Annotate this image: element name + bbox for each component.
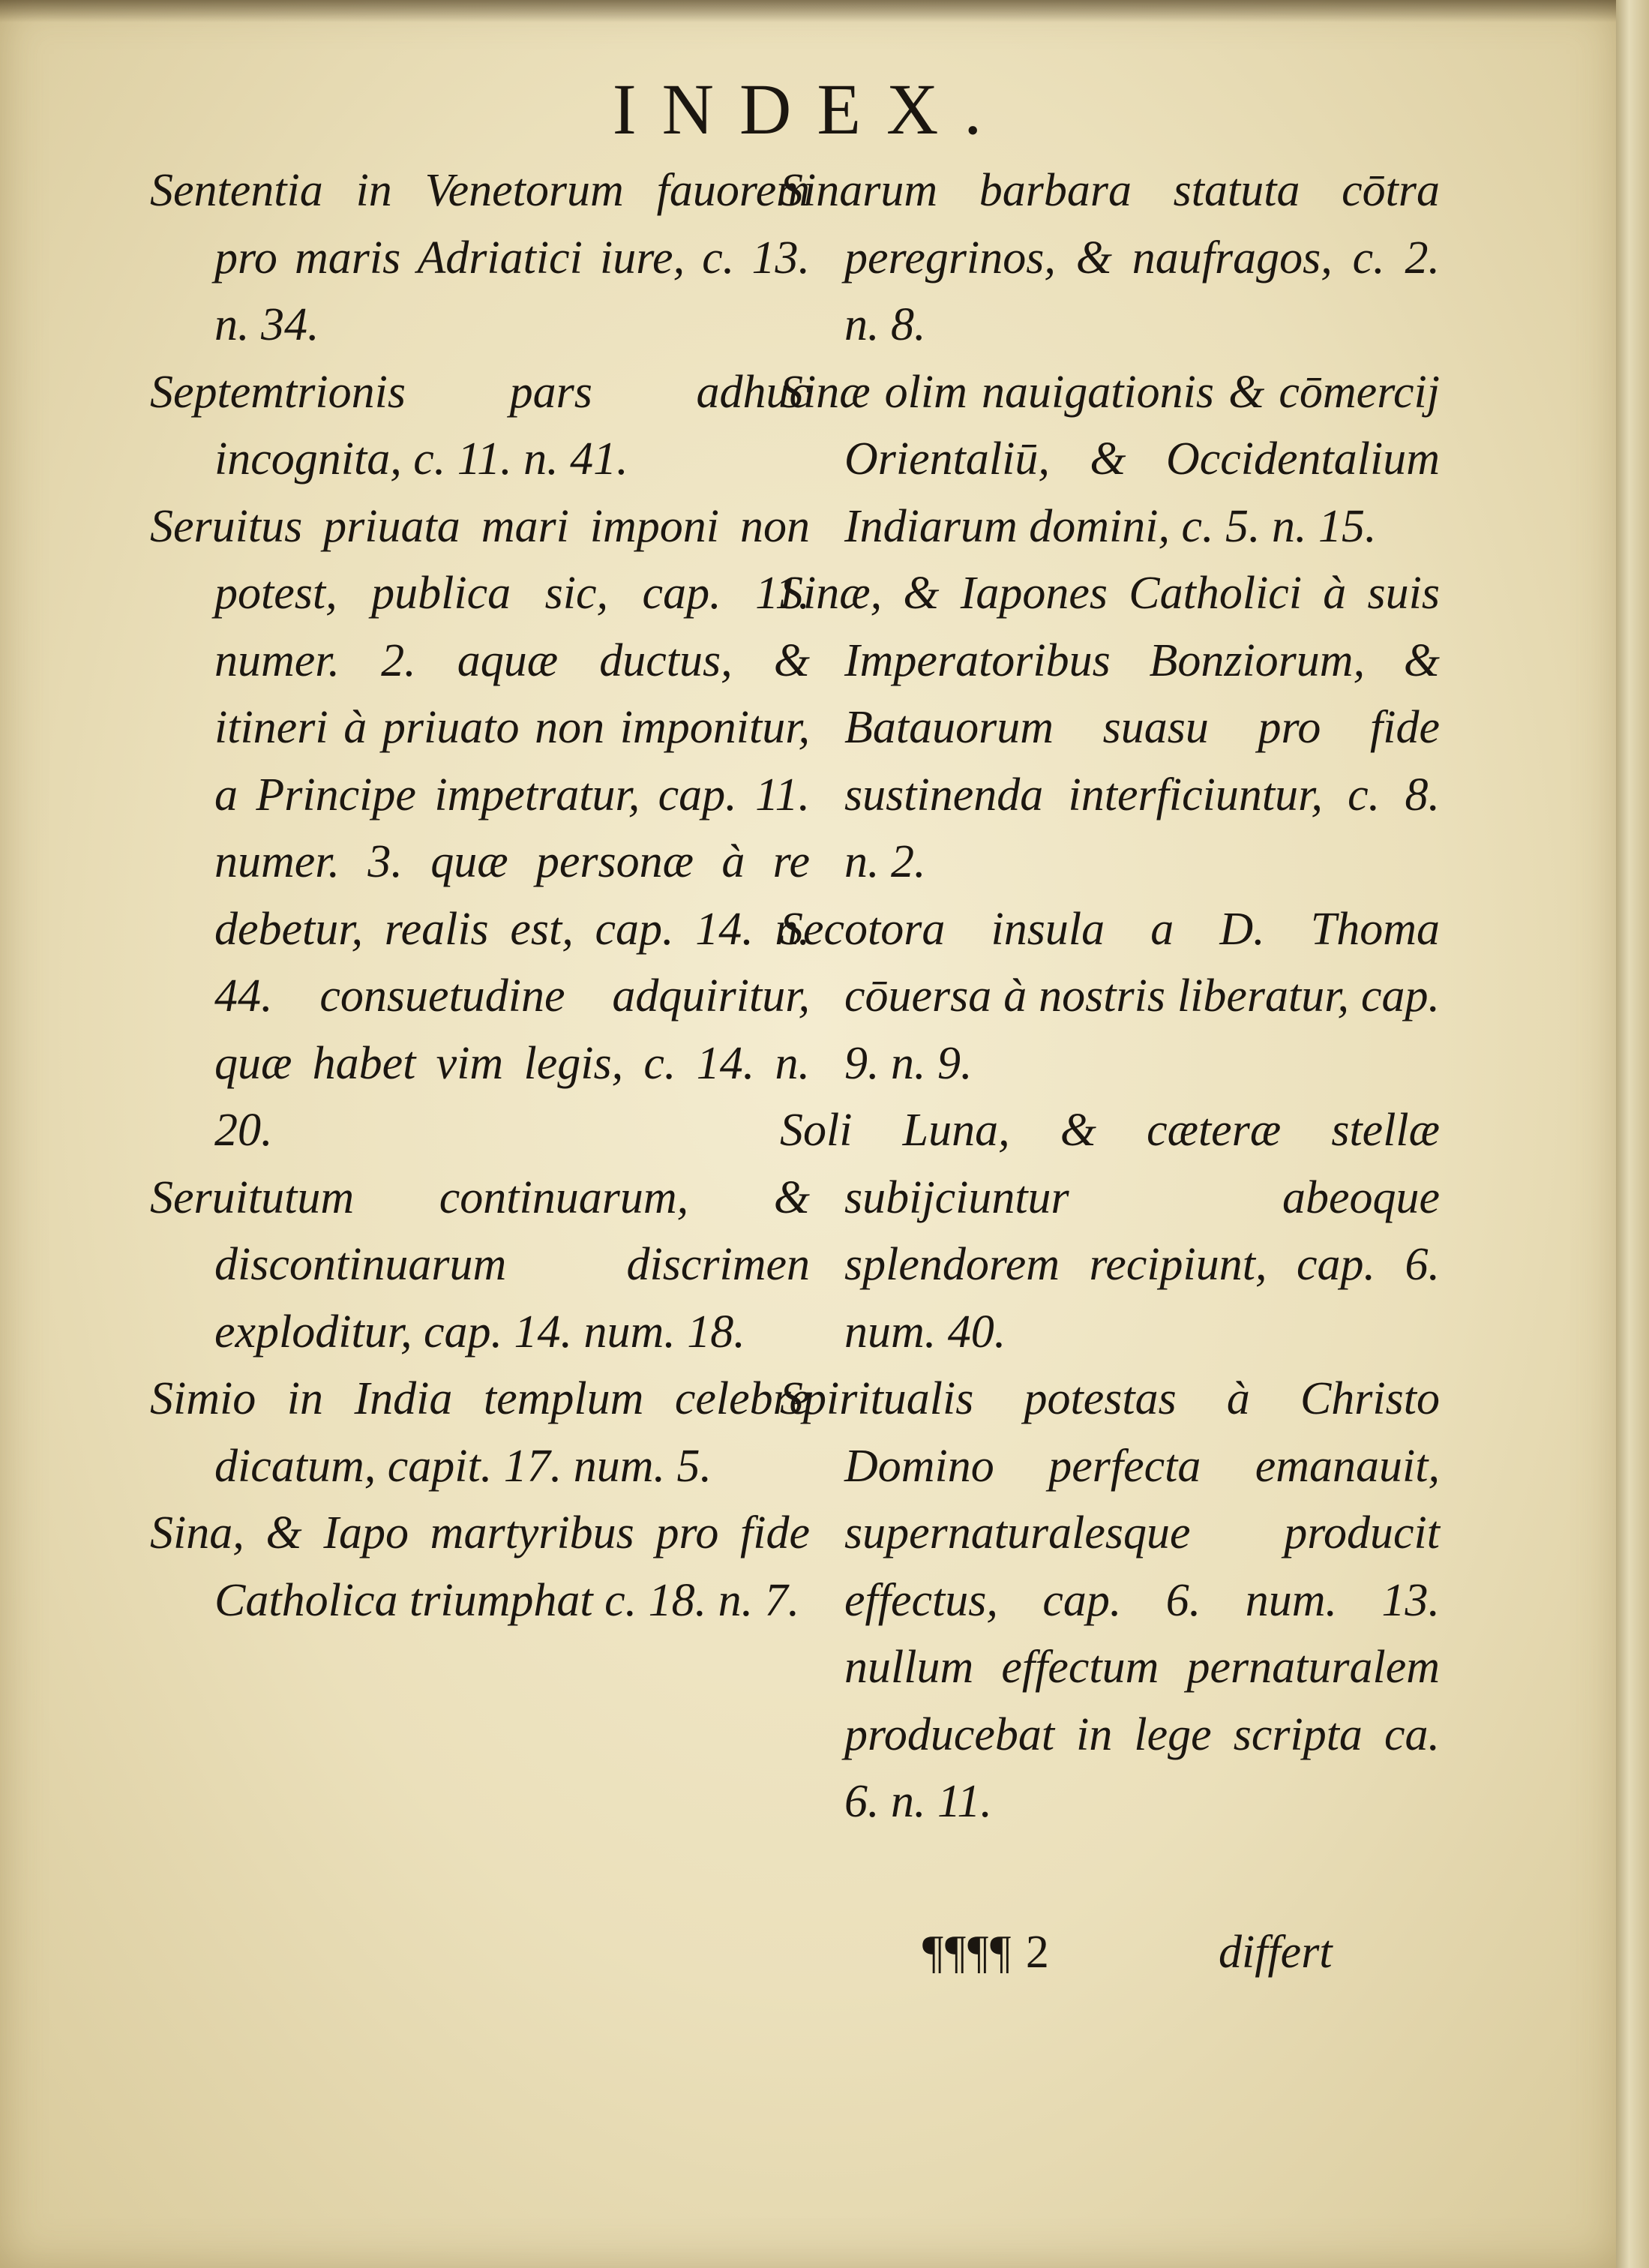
page-title: INDEX. <box>612 69 1008 149</box>
page-top-shadow <box>0 0 1620 22</box>
index-entry: Soli Luna, & cæteræ stellæ subijciuntur abeoque splendorem recipiunt, cap. 6. num. 40. <box>780 1105 1440 1358</box>
page-edge <box>1616 0 1649 2268</box>
index-entry: Seruitus priuata mari imponi non potest, publica sic, cap. 11. numer. 2. aquæ ductus, & itineri à priuato non imponitur, a Principe impetratur, cap. 11. numer. 3. quæ personæ à re debetur, realis est, cap. 14. n. 44. consuetudine adquiritur, quæ habet vim legis, c. 14. n. 20. <box>150 500 810 1156</box>
catchword: differt <box>1219 1927 1333 1978</box>
right-column <box>780 158 1440 1836</box>
index-entry: Sinæ olim nauigationis & cōmercij Orientaliū, & Occidentalium Indiarum domini, c. 5. n. 15. <box>780 366 1440 552</box>
index-entry: Secotora insula a D. Thoma cōuersa à nostris liberatur, cap. 9. n. 9. <box>780 903 1440 1089</box>
index-entry: Sinæ, & Iapones Catholici à suis Imperatoribus Bonziorum, & Batauorum suasu pro fide sustinenda interficiuntur, c. 8. n. 2. <box>780 568 1440 887</box>
left-column <box>150 158 810 1634</box>
index-entry: Sinarum barbara statuta cōtra peregrinos, & naufragos, c. 2. n. 8. <box>780 165 1440 350</box>
index-entry: Simio in India templum celebre dicatum, capit. 17. num. 5. <box>150 1373 810 1492</box>
index-entry: Sententia in Venetorum fauorem pro maris Adriatici iure, c. 13. n. 34. <box>150 165 810 350</box>
index-entry: Spiritualis potestas à Christo Domino perfecta emanauit, supernaturalesque producit effectus, cap. 6. num. 13. nullum effectum pernaturalem producebat in lege scripta ca. 6. n. 11. <box>780 1373 1440 1827</box>
index-entry: Septemtrionis pars adhuc incognita, c. 11. n. 41. <box>150 366 810 484</box>
index-entry: Seruitutum continuarum, & discontinuarum discrimen exploditur, cap. 14. num. 18. <box>150 1172 810 1358</box>
signature-mark: ¶¶¶¶ 2 <box>922 1927 1051 1978</box>
index-entry: Sina, & Iapo martyribus pro fide Catholica triumphat c. 18. n. 7. <box>150 1508 810 1626</box>
